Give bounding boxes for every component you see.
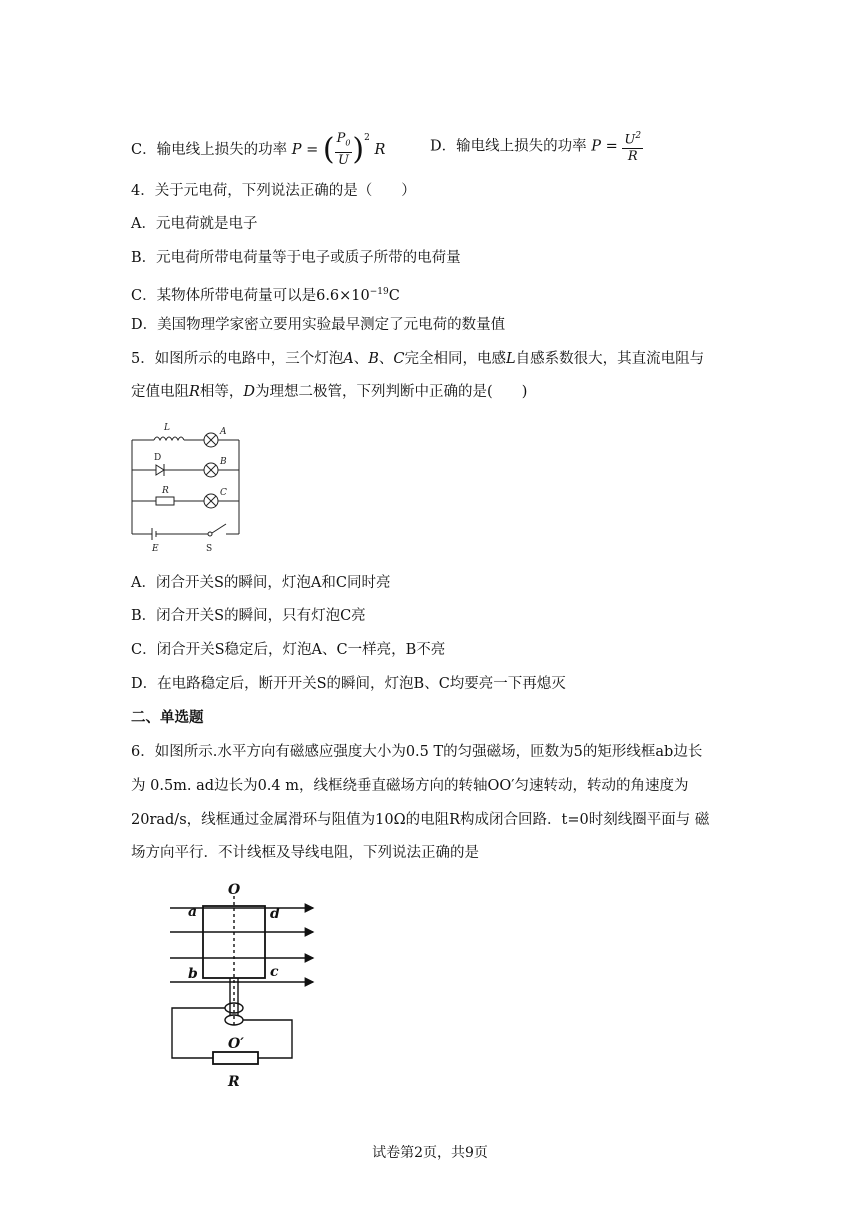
q6-line4: 场方向平行．不计线框及导线电阻，下列说法正确的是 [131,845,479,861]
q5-option-c: C．闭合开关S稳定后，灯泡A、C一样亮，B不亮 [131,642,446,658]
q6-line2: 为 0.5m. ad边长为0.4 m，线框绕垂直磁场方向的转轴OO′匀速转动，转动的角速度为 [131,778,689,794]
label-r: R [162,486,169,496]
label-b-corner: b [188,966,198,982]
q5-stem-line1: 5．如图所示的电路中，三个灯泡A、B、C完全相同，电感L自感系数很大，其直流电阻与 [131,351,705,367]
q5-stem-line2: 定值电阻R相等，D为理想二极管，下列判断中正确的是( ) [131,384,528,400]
q4-option-c: C．某物体所带电荷量可以是$6.6\times 10^{-19}C$ [131,287,400,304]
label-s: S [206,544,213,554]
q6-line1: 6．如图所示.水平方向有磁感应强度大小为0.5 T的匀强磁场，匝数为5的矩形线框ab边长 [131,744,703,760]
label-c-corner: c [270,964,279,980]
q4-option-a: A．元电荷就是电子 [131,216,258,232]
label-a: A [220,427,227,437]
label-o: O [228,882,241,898]
q5-option-d: D．在电路稳定后，断开开关S的瞬间，灯泡B、C均要亮一下再熄灭 [131,676,566,692]
q6-generator-diagram [158,876,323,1091]
fraction-p0-u: $\frac{P_0}{U}$ [336,131,351,168]
q6-line3: 20rad/s，线框通过金属滑环与阻值为10Ω的电阻R构成闭合回路．t=0时刻线圈平面与 磁 [131,812,710,828]
label-resistor: R [228,1074,240,1090]
paren-open: ( [322,132,335,167]
q4-option-b: B．元电荷所带电荷量等于电子或质子所带的电荷量 [131,250,461,266]
formula-p: P [291,142,302,158]
label-d: D [154,453,162,463]
label-l: L [164,423,170,433]
q3-option-d-text: D．输电线上损失的功率 [430,138,587,155]
q4-stem: 4．关于元电荷，下列说法正确的是（ ） [131,183,416,199]
page-footer: 试卷第2页，共9页 [372,1145,488,1161]
q3-option-c: C．输电线上损失的功率 P = ( $\frac{P_0}{U}$ )$^2$ R [131,131,386,168]
label-o-prime: O′ [228,1036,244,1052]
label-a-corner: a [188,904,198,920]
q3-option-d: D．输电线上损失的功率 P = $\frac{U^2}{R}$ [430,128,643,165]
q5-option-a: A．闭合开关S的瞬间，灯泡A和C同时亮 [131,575,391,591]
section-heading: 二、单选题 [131,709,204,726]
fraction-u2-r: $\frac{U^2}{R}$ [622,128,643,165]
paren-close: ) [352,132,365,167]
q5-option-b: B．闭合开关S的瞬间，只有灯泡C亮 [131,608,366,624]
q4-option-d: D．美国物理学家密立要用实验最早测定了元电荷的数量值 [131,317,506,333]
q3-option-c-text: C．输电线上损失的功率 [131,142,288,158]
label-d-corner: d [270,906,280,922]
label-e: E [152,544,159,554]
label-c: C [220,488,227,498]
label-b: B [220,457,227,467]
q5-circuit-diagram [118,418,253,558]
